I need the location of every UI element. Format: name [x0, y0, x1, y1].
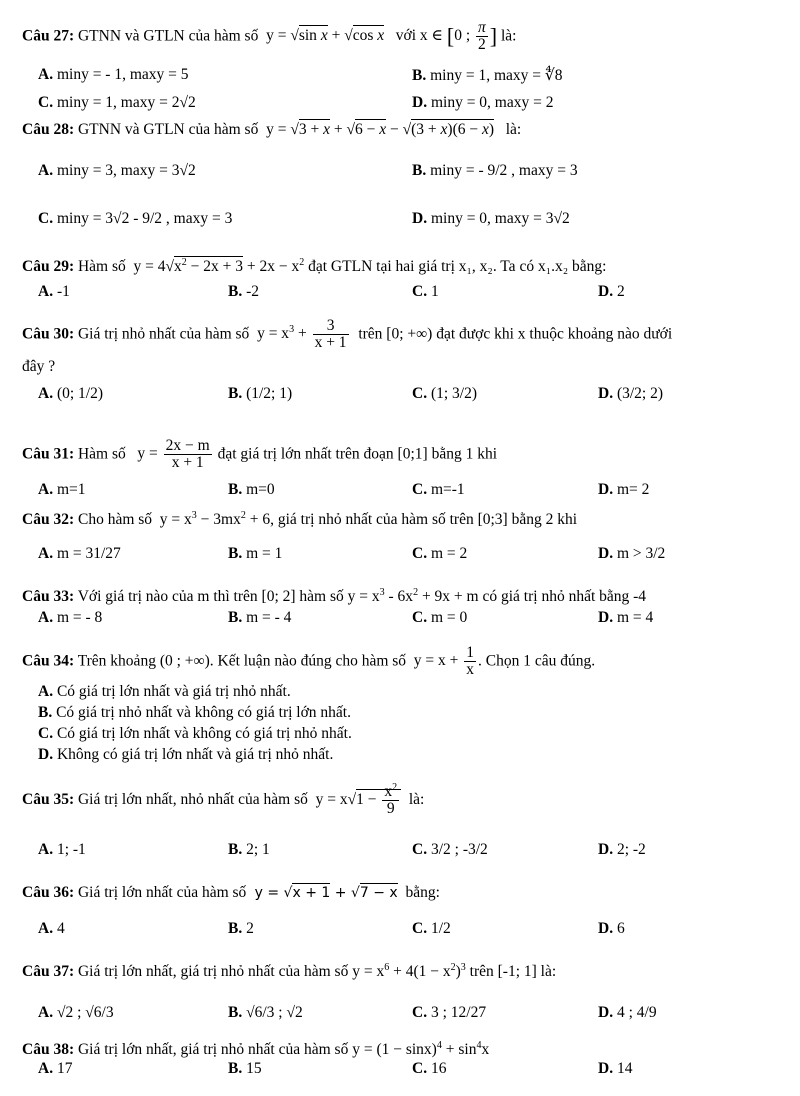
question-27: Câu 27: GTNN và GTLN của hàm số y = √sin x + √cos x với x ∈ [0 ; $\frac{\pi}{2}$ ] là: [22, 19, 517, 54]
q37-formula: $y = x^6 + 4(1 - x^2)^3$ [352, 962, 466, 981]
q29-option-a[interactable]: A. -1 [38, 283, 70, 300]
question-36: Câu 36: Giá trị lớn nhất của hàm số y = √x + 1 + √7 − x bằng: [22, 884, 440, 901]
q37-option-d[interactable]: D. 4 ; 4/9 [598, 1004, 657, 1021]
q33-option-b[interactable]: B. m = - 4 [228, 609, 292, 626]
question-32: Câu 32: Cho hàm số $y = x^3 - 3mx^2 + 6$, giá trị nhỏ nhất của hàm số trên [0;3] bằng 2 khi [22, 510, 578, 529]
q29-option-c[interactable]: C. 1 [412, 283, 439, 300]
q35-option-a[interactable]: A. 1; -1 [38, 841, 86, 858]
q38-option-a[interactable]: A. 17 [38, 1060, 73, 1077]
question-29: Câu 29: Hàm số $y = 4√x^2 - 2x + 3 + 2x - x^2$ đạt GTLN tại hai giá trị x₁, x₂. Ta có x₁.x₂ bằng: [22, 257, 607, 276]
q27-option-b[interactable]: B. miny = 1, maxy = ∜8 [412, 67, 563, 84]
q38-option-d[interactable]: D. 14 [598, 1060, 633, 1077]
q36-option-c[interactable]: C. 1/2 [412, 920, 451, 937]
question-28: Câu 28: GTNN và GTLN của hàm số y = √3 + x + √6 − x − √(3 + x)(6 − x) là: [22, 121, 522, 138]
question-33: Câu 33: Với giá trị nào của m thì trên [0; 2] hàm số $y = x^3 - 6x^2 + 9x + m$ có giá trị nhỏ nhất bằng -4 [22, 587, 647, 606]
q32-option-d[interactable]: D. m > 3/2 [598, 545, 666, 562]
q31-option-d[interactable]: D. m= 2 [598, 481, 650, 498]
q36-option-d[interactable]: D. 6 [598, 920, 625, 937]
q34-option-b[interactable]: B. Có giá trị nhỏ nhất và không có giá trị lớn nhất. [38, 704, 351, 721]
question-37: Câu 37: Giá trị lớn nhất, giá trị nhỏ nhất của hàm số $y = x^6 + 4(1 - x^2)^3$ trên [-1; 1] là: [22, 962, 557, 981]
q33-option-c[interactable]: C. m = 0 [412, 609, 468, 626]
q31-option-b[interactable]: B. m=0 [228, 481, 275, 498]
q32-option-c[interactable]: C. m = 2 [412, 545, 468, 562]
q32-option-b[interactable]: B. m = 1 [228, 545, 283, 562]
q29-option-d[interactable]: D. 2 [598, 283, 625, 300]
q34-option-a[interactable]: A. Có giá trị lớn nhất và giá trị nhỏ nhất. [38, 683, 291, 700]
q34-option-c[interactable]: C. Có giá trị lớn nhất và không có giá trị nhỏ nhất. [38, 725, 352, 742]
q31-option-a[interactable]: A. m=1 [38, 481, 86, 498]
q28-formula: y = √3 + x + √6 − x − √(3 + x)(6 − x) [262, 121, 495, 138]
q30-option-b[interactable]: B. (1/2; 1) [228, 385, 293, 402]
q38-option-b[interactable]: B. 15 [228, 1060, 262, 1077]
q30-formula: $y = x^3$ + $\frac{3}{x + 1}$ [253, 317, 347, 352]
question-30: Câu 30: Giá trị nhỏ nhất của hàm số $y = x^3$ + $\frac{3}{x + 1}$ trên [0; +∞) đạt được khi x thuộc khoảng nào dưới [22, 317, 673, 352]
q35-option-d[interactable]: D. 2; -2 [598, 841, 646, 858]
q31-formula: y = $\frac{2x - m}{x + 1}$ [129, 437, 210, 472]
q37-option-a[interactable]: A. √2 ; √6/3 [38, 1004, 114, 1021]
q35-option-b[interactable]: B. 2; 1 [228, 841, 270, 858]
q28-option-c[interactable]: C. miny = 3√2 - 9/2 , maxy = 3 [38, 210, 233, 227]
q36-option-a[interactable]: A. 4 [38, 920, 65, 937]
q27-option-a[interactable]: A. miny = - 1, maxy = 5 [38, 66, 189, 83]
q29-option-b[interactable]: B. -2 [228, 283, 260, 300]
q38-formula: $y = (1 - \sin x)^4 + \sin^4x$ [352, 1040, 490, 1059]
q30-option-d[interactable]: D. (3/2; 2) [598, 385, 664, 402]
q31-option-c[interactable]: C. m=-1 [412, 481, 465, 498]
q35-formula: y = x√1 − $\frac{x^2}{9}$ [312, 789, 401, 808]
q28-option-a[interactable]: A. miny = 3, maxy = 3√2 [38, 162, 196, 179]
q28-option-d[interactable]: D. miny = 0, maxy = 3√2 [412, 210, 570, 227]
q38-option-c[interactable]: C. 16 [412, 1060, 447, 1077]
q29-formula: $y = 4√x^2 - 2x + 3 + 2x - x^2$ [129, 257, 305, 276]
q27-formula: y = √sin x + √cos x với x ∈ [0 ; $\frac{\pi}{2}$ ] [262, 19, 498, 54]
q37-option-b[interactable]: B. √6/3 ; √2 [228, 1004, 303, 1021]
q30-option-a[interactable]: A. (0; 1/2) [38, 385, 104, 402]
q33-option-d[interactable]: D. m = 4 [598, 609, 654, 626]
q32-formula: $y = x^3 - 3mx^2 + 6$ [155, 510, 271, 529]
question-31: Câu 31: Hàm số y = $\frac{2x - m}{x + 1}$ đạt giá trị lớn nhất trên đoạn [0;1] bằng 1 khi [22, 437, 497, 472]
q30-line2: đây ? [22, 358, 56, 375]
q34-formula: y = x + $\frac{1}{x}$ [409, 644, 475, 679]
q30-option-c[interactable]: C. (1; 3/2) [412, 385, 478, 402]
q36-option-b[interactable]: B. 2 [228, 920, 254, 937]
q27-option-d[interactable]: D. miny = 0, maxy = 2 [412, 94, 554, 111]
question-35: Câu 35: Giá trị lớn nhất, nhỏ nhất của hàm số y = x√1 − $\frac{x^2}{9}$ là: [22, 782, 425, 818]
q37-option-c[interactable]: C. 3 ; 12/27 [412, 1004, 487, 1021]
q33-formula: $y = x^3 - 6x^2 + 9x + m$ [347, 587, 479, 606]
q32-option-a[interactable]: A. m = 31/27 [38, 545, 121, 562]
q36-formula: y = √x + 1 + √7 − x [250, 885, 398, 901]
q27-option-c[interactable]: C. miny = 1, maxy = 2√2 [38, 94, 196, 111]
question-34: Câu 34: Trên khoảng (0 ; +∞). Kết luận nào đúng cho hàm số y = x + $\frac{1}{x}$ . Chọn 1 câu đúng. [22, 644, 596, 679]
q33-option-a[interactable]: A. m = - 8 [38, 609, 103, 626]
q28-option-b[interactable]: B. miny = - 9/2 , maxy = 3 [412, 162, 578, 179]
q34-option-d[interactable]: D. Không có giá trị lớn nhất và giá trị nhỏ nhất. [38, 746, 334, 763]
question-38: Câu 38: Giá trị lớn nhất, giá trị nhỏ nhất của hàm số $y = (1 - \sin x)^4 + \sin^4x$ [22, 1040, 490, 1059]
q35-option-c[interactable]: C. 3/2 ; -3/2 [412, 841, 488, 858]
